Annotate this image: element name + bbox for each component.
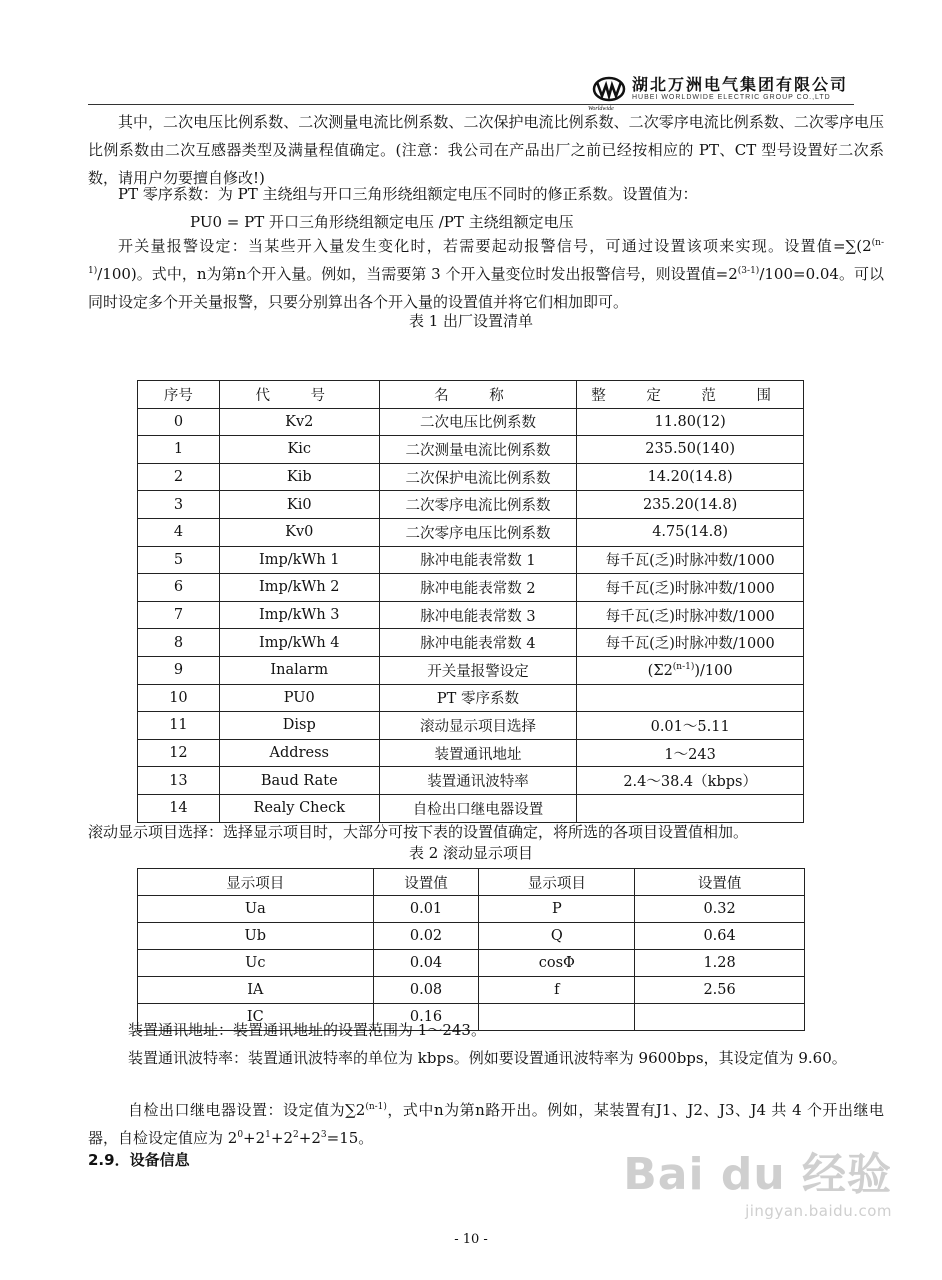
superscript: 0: [237, 1130, 244, 1140]
header-text: 整 定 范 围: [591, 387, 790, 404]
table-cell: 每千瓦(乏)时脉冲数/1000: [577, 574, 804, 602]
paragraph-secondary-coefficients: 其中，二次电压比例系数、二次测量电流比例系数、二次保护电流比例系数、二次零序电流比例系数、二次零序电压比例系数由二次互感器类型及满量程值确定。(注意：我公司在产品出厂之前已经按相应的 PT、CT 型号设置好二次系数，请用户勿要擅自修改!): [88, 113, 884, 187]
table-cell: Q: [479, 923, 635, 950]
superscript: (n-1): [88, 238, 884, 276]
company-logo: [587, 74, 848, 112]
text-run: /100)。式中，n为第n个开入量。例如，当需要第 3 个开入量变位时发出报警信号，则设置值=2: [97, 265, 738, 283]
table-cell: 1.28: [635, 950, 805, 977]
table-cell: 0.01～5.11: [577, 712, 804, 740]
table-cell: 装置通讯地址: [379, 739, 577, 767]
table-cell: PT 零序系数: [379, 684, 577, 712]
header-text: 代 号: [255, 387, 344, 404]
table-row: [138, 977, 805, 1004]
table-cell: IC: [138, 1004, 374, 1031]
text-run: 开关量报警设定：当某些开入量发生变化时，若需要起动报警信号，可通过设置该项来实现。设置值=∑(2: [118, 237, 872, 255]
table-cell: 二次零序电压比例系数: [379, 518, 577, 546]
page-number: - 10 -: [454, 1232, 488, 1247]
header-text: 名 称: [434, 387, 522, 404]
table-cell: Ki0: [219, 491, 379, 519]
table-cell: 开关量报警设定: [379, 656, 577, 684]
table-cell: Address: [219, 739, 379, 767]
table-row: [138, 408, 804, 436]
table-cell: Kib: [219, 463, 379, 491]
superscript: 1: [265, 1130, 271, 1140]
table-row: [138, 896, 805, 923]
table-cell: Imp/kWh 1: [219, 546, 379, 574]
table-cell: 2: [138, 463, 220, 491]
table1-caption: 表 1 出厂设置清单: [408, 312, 534, 330]
table-cell: 1～243: [577, 739, 804, 767]
table-cell: 6: [138, 574, 220, 602]
factory-settings-table: [137, 380, 804, 823]
table-cell: 自检出口继电器设置: [379, 794, 577, 822]
paragraph-pt-zero-seq: PT 零序系数：为 PT 主绕组与开口三角形绕组额定电压不同时的修正系数。设置值为：: [118, 185, 698, 203]
header-cell: [577, 381, 804, 409]
table-cell: 二次测量电流比例系数: [379, 436, 577, 464]
table-cell: 7: [138, 601, 220, 629]
paragraph-baud-rate: 装置通讯波特率：装置通讯波特率的单位为 kbps。例如要设置通讯波特率为 9600bps，其设定值为 9.60。: [128, 1049, 847, 1067]
table-cell: 二次零序电流比例系数: [379, 491, 577, 519]
text-run: 自检出口继电器设置：设定值为∑2: [128, 1101, 366, 1119]
table-cell: 0.32: [635, 896, 805, 923]
table-cell: cosΦ: [479, 950, 635, 977]
table-cell: Uc: [138, 950, 374, 977]
table-cell: 每千瓦(乏)时脉冲数/1000: [577, 601, 804, 629]
table-row: [138, 950, 805, 977]
table-row: [138, 767, 804, 795]
watermark-url: jingyan.baidu.com: [745, 1202, 892, 1220]
table-cell: 4.75(14.8): [577, 518, 804, 546]
table-row: [138, 712, 804, 740]
table-cell: PU0: [219, 684, 379, 712]
text-run: +2: [270, 1129, 294, 1147]
paragraph-scroll-display: 滚动显示项目选择：选择显示项目时，大部分可按下表的设置值确定，将所选的各项目设置值相加。: [88, 823, 749, 841]
logo-tag: Worldwide: [587, 106, 614, 112]
superscript: (n-1): [365, 1102, 387, 1112]
table-cell: 11.80(12): [577, 408, 804, 436]
header-cell: 显示项目: [479, 869, 635, 896]
table-cell: 0.64: [635, 923, 805, 950]
superscript: 3: [320, 1130, 327, 1140]
table-row: [138, 518, 804, 546]
table2-caption: 表 2 滚动显示项目: [408, 844, 534, 862]
table-cell: 11: [138, 712, 220, 740]
table-cell: Realy Check: [219, 794, 379, 822]
table-cell: 0.01: [373, 896, 479, 923]
table-row: [138, 491, 804, 519]
superscript: 2: [293, 1130, 299, 1140]
table-row: [138, 684, 804, 712]
table-cell: f: [479, 977, 635, 1004]
table-cell: 4: [138, 518, 220, 546]
table-row: [138, 739, 804, 767]
table-cell: 脉冲电能表常数 4: [379, 629, 577, 657]
table-row: [138, 574, 804, 602]
table-cell: Kic: [219, 436, 379, 464]
table-cell: Baud Rate: [219, 767, 379, 795]
table-cell: 1: [138, 436, 220, 464]
baidu-watermark: [623, 1138, 892, 1220]
table-cell: 脉冲电能表常数 3: [379, 601, 577, 629]
table-cell: Imp/kWh 2: [219, 574, 379, 602]
table-cell: 滚动显示项目选择: [379, 712, 577, 740]
table-cell: 5: [138, 546, 220, 574]
paragraph-address: 装置通讯地址：装置通讯地址的设置范围为 1～243。: [128, 1021, 486, 1039]
table-row: [138, 923, 805, 950]
company-name-cn: 湖北万洲电气集团有限公司: [631, 74, 848, 94]
table-cell: 13: [138, 767, 220, 795]
table-cell: 9: [138, 656, 220, 684]
scroll-display-table: [137, 868, 805, 1031]
table-cell: 0: [138, 408, 220, 436]
table-row: [138, 601, 804, 629]
table-cell: [577, 656, 804, 684]
table-cell: [577, 684, 804, 712]
table-cell: Disp: [219, 712, 379, 740]
table-cell: 脉冲电能表常数 1: [379, 546, 577, 574]
header-cell: 显示项目: [138, 869, 374, 896]
table-cell: Kv2: [219, 408, 379, 436]
table-cell: Inalarm: [219, 656, 379, 684]
watermark-logo: Bai du 经验: [623, 1149, 892, 1200]
table-cell: Imp/kWh 3: [219, 601, 379, 629]
company-name-en: HUBEI WORLDWIDE ELECTRIC GROUP CO.,LTD: [631, 93, 831, 101]
table-cell: 0.08: [373, 977, 479, 1004]
table-cell: 0.02: [373, 923, 479, 950]
table-cell: 2.56: [635, 977, 805, 1004]
table-cell: 14.20(14.8): [577, 463, 804, 491]
page-header: [88, 74, 854, 112]
text-run: /100=0.04。可以同时设定多个开关量报警，只要分别算出各个开入量的设置值并将它们相加即可。: [88, 265, 884, 311]
table-cell: 0.04: [373, 950, 479, 977]
table-cell: 8: [138, 629, 220, 657]
table-cell: 0.16: [373, 1004, 479, 1031]
text-run: )/100: [694, 662, 733, 679]
header-cell: 序号: [138, 381, 220, 409]
table-cell: 二次电压比例系数: [379, 408, 577, 436]
text-run: (Σ2: [647, 662, 673, 679]
table-cell: IA: [138, 977, 374, 1004]
header-cell: [379, 381, 577, 409]
table-cell: Ua: [138, 896, 374, 923]
table-row: [138, 546, 804, 574]
header-cell: [219, 381, 379, 409]
table-cell: 每千瓦(乏)时脉冲数/1000: [577, 629, 804, 657]
table-cell: 二次保护电流比例系数: [379, 463, 577, 491]
table-cell: 每千瓦(乏)时脉冲数/1000: [577, 546, 804, 574]
table-cell: 235.20(14.8): [577, 491, 804, 519]
table-row: [138, 629, 804, 657]
table-cell: P: [479, 896, 635, 923]
paragraph-switch-alarm: [88, 232, 884, 316]
table-cell: 235.50(140): [577, 436, 804, 464]
text-run: ，式中n为第n路开出。例如，某装置有J1、J2、J3、J4 共 4 个开出继电器，自检设定值应为 2: [88, 1101, 884, 1147]
table-cell: Imp/kWh 4: [219, 629, 379, 657]
text-run: +2: [243, 1129, 266, 1147]
text-run: +2: [298, 1129, 321, 1147]
formula-pu0: PU0 = PT 开口三角形绕组额定电压 /PT 主绕组额定电压: [190, 213, 574, 231]
company-logo-icon: [587, 76, 626, 112]
table-cell: 脉冲电能表常数 2: [379, 574, 577, 602]
table-cell: 2.4～38.4（kbps）: [577, 767, 804, 795]
table-row: [138, 656, 804, 684]
table-row: [138, 463, 804, 491]
table-cell: 12: [138, 739, 220, 767]
table-cell: 3: [138, 491, 220, 519]
header-cell: 设置值: [635, 869, 805, 896]
section-heading: 2.9．设备信息: [88, 1151, 190, 1169]
table-cell: Kv0: [219, 518, 379, 546]
text-run: =15。: [326, 1129, 374, 1147]
table-header-row: [138, 381, 804, 409]
table-cell: 装置通讯波特率: [379, 767, 577, 795]
table-cell: 14: [138, 794, 220, 822]
superscript: (n-1): [672, 661, 695, 672]
table-row: [138, 436, 804, 464]
header-cell: 设置值: [373, 869, 479, 896]
table-cell: Ub: [138, 923, 374, 950]
table-header-row: [138, 869, 805, 896]
superscript: (3-1): [737, 266, 760, 276]
table-cell: 10: [138, 684, 220, 712]
